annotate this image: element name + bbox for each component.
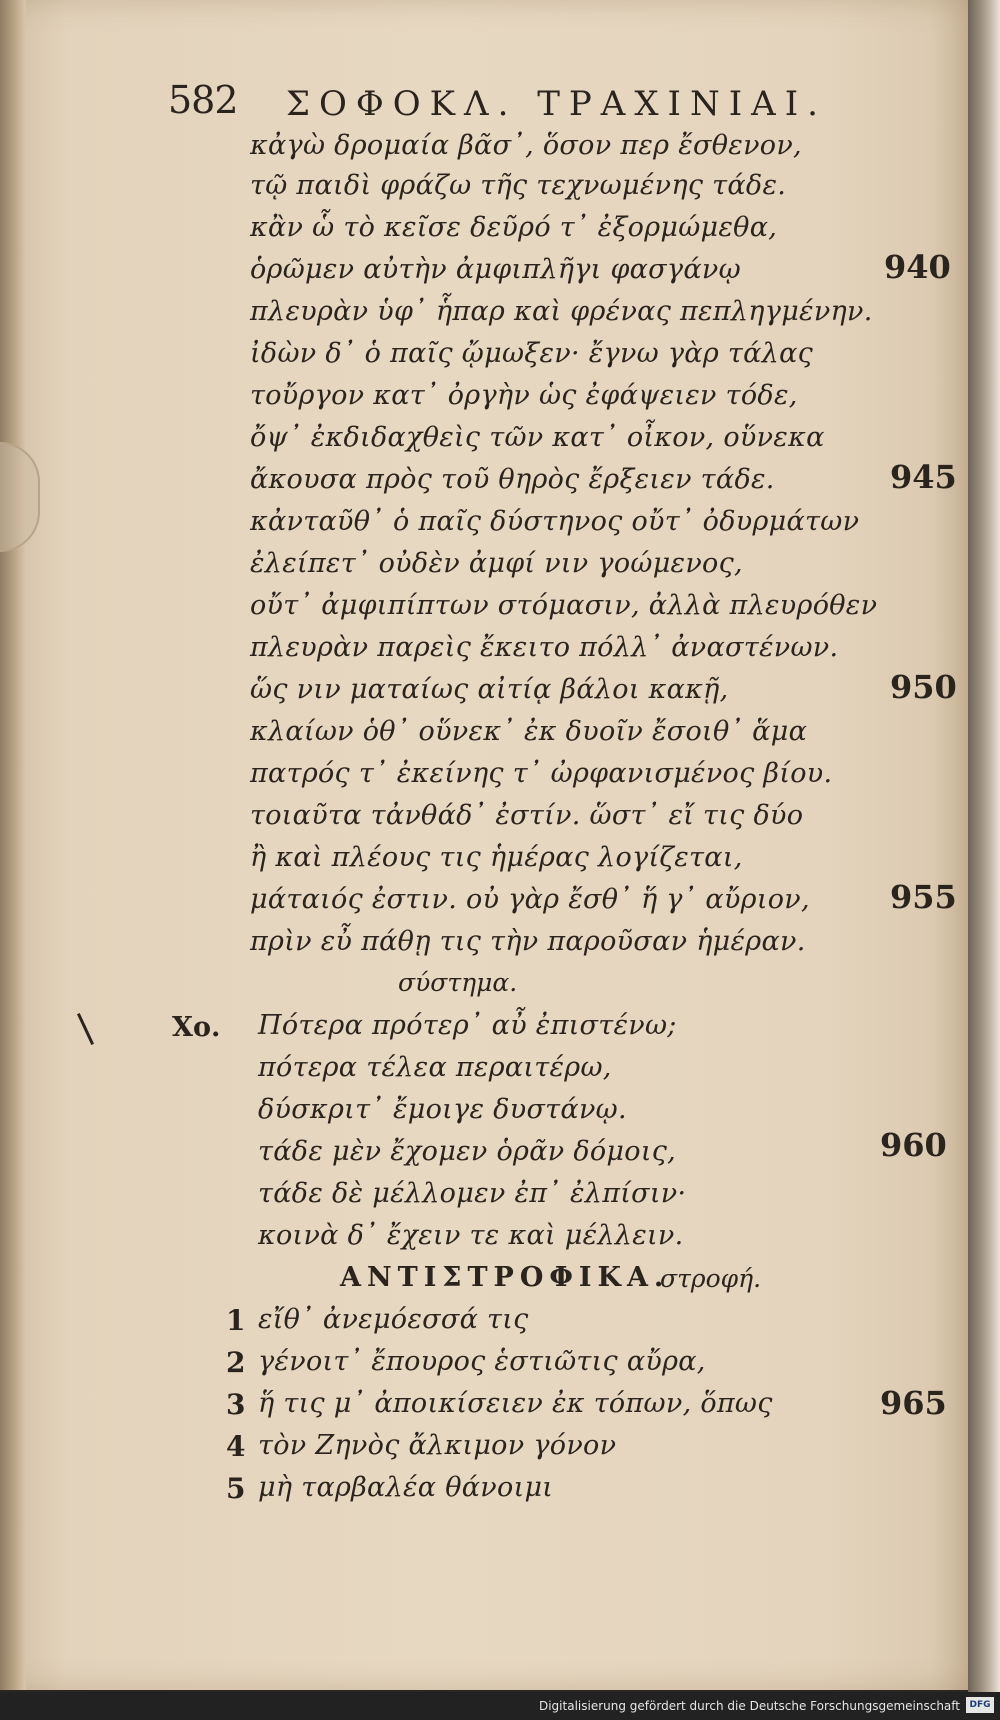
section-subheading-strophe: στροφή. bbox=[660, 1264, 762, 1293]
text-line: ἄκουσα πρὸς τοῦ θηρὸς ἔρξειεν τάδε. bbox=[250, 464, 775, 495]
section-heading-antistrophika: ΑΝΤΙΣΤΡΟΦΙΚΑ. bbox=[340, 1262, 670, 1293]
text-line: ἢ καὶ πλέους τις ἡμέρας λογίζεται, bbox=[250, 842, 743, 873]
text-line: οὔτ᾽ ἀμφιπίπτων στόμασιν, ἀλλὰ πλευρόθεν bbox=[250, 590, 878, 621]
line-number: 940 bbox=[884, 248, 951, 286]
text-line: πατρός τ᾽ ἐκείνης τ᾽ ὠρφανισμένος βίου. bbox=[250, 758, 833, 789]
line-number: 955 bbox=[890, 878, 957, 916]
text-line: ἰδὼν δ᾽ ὁ παῖς ᾤμωξεν· ἔγνω γὰρ τάλας bbox=[250, 338, 814, 369]
page-number: 582 bbox=[168, 78, 238, 122]
strophe-line-number: 3 bbox=[226, 1388, 246, 1421]
strophe-line: ἥ τις μ᾽ ἀποικίσειεν ἐκ τόπων, ὅπως bbox=[258, 1388, 773, 1419]
strophe-line-number: 2 bbox=[226, 1346, 246, 1379]
line-number: 950 bbox=[890, 668, 957, 706]
text-line: ἐλείπετ᾽ οὐδὲν ἀμφί νιν γοώμενος, bbox=[250, 548, 743, 579]
text-line: κἂν ὧ τὸ κεῖσε δεῦρό τ᾽ ἐξορμώμεθα, bbox=[250, 212, 778, 243]
dfg-logo-icon: DFG bbox=[966, 1697, 994, 1713]
strophe-line-number: 4 bbox=[226, 1430, 246, 1463]
text-line: τοιαῦτα τἀνθάδ᾽ ἐστίν. ὥστ᾽ εἴ τις δύο bbox=[250, 800, 804, 831]
speaker-label: Χο. bbox=[172, 1012, 221, 1043]
chorus-line: Πότερα πρότερ᾽ αὖ ἐπιστένω; bbox=[258, 1010, 677, 1041]
text-line: τοὔργον κατ᾽ ὀργὴν ὡς ἐφάψειεν τόδε, bbox=[250, 380, 798, 411]
strophe-line-number: 1 bbox=[226, 1304, 246, 1337]
strophe-line: γένοιτ᾽ ἔπουρος ἑστιῶτις αὔρα, bbox=[258, 1346, 706, 1377]
text-line: μάταιός ἐστιν. οὐ γὰρ ἔσθ᾽ ἥ γ᾽ αὔριον, bbox=[250, 884, 810, 915]
chorus-line: πότερα τέλεα περαιτέρω, bbox=[258, 1052, 612, 1083]
strophe-line: μὴ ταρβαλέα θάνοιμι bbox=[258, 1472, 554, 1503]
text-line: πρὶν εὖ πάθῃ τις τὴν παροῦσαν ἡμέραν. bbox=[250, 926, 806, 957]
text-line: κἀγὼ δρομαία βᾶσ᾽, ὅσον περ ἔσθενον, bbox=[250, 130, 802, 161]
text-line: ὥς νιν ματαίως αἰτίᾳ βάλοι κακῇ, bbox=[250, 674, 729, 705]
strophe-line: τὸν Ζηνὸς ἄλκιμον γόνον bbox=[258, 1430, 617, 1461]
line-number: 965 bbox=[880, 1384, 947, 1422]
running-title: ΣΟΦΟΚΛ. ΤΡΑΧΙΝΙΑΙ. bbox=[286, 84, 827, 124]
text-line: κἀνταῦθ᾽ ὁ παῖς δύστηνος οὔτ᾽ ὀδυρμάτων bbox=[250, 506, 860, 537]
text-line: κλαίων ὁθ᾽ οὕνεκ᾽ ἐκ δυοῖν ἔσοιθ᾽ ἅμα bbox=[250, 716, 808, 747]
text-line: πλευρὰν παρεὶς ἔκειτο πόλλ᾽ ἀναστένων. bbox=[250, 632, 839, 663]
strophe-line-number: 5 bbox=[226, 1472, 246, 1505]
chorus-line: δύσκριτ᾽ ἔμοιγε δυστάνῳ. bbox=[258, 1094, 627, 1125]
facing-page-edge bbox=[968, 0, 1000, 1720]
digitization-credit: Digitalisierung gefördert durch die Deutsche Forschungsgemeinschaft bbox=[538, 1699, 960, 1713]
strophe-line: εἴθ᾽ ἀνεμόεσσά τις bbox=[258, 1304, 529, 1335]
chorus-line: κοινὰ δ᾽ ἔχειν τε καὶ μέλλειν. bbox=[258, 1220, 684, 1251]
chorus-line: τάδε δὲ μέλλομεν ἐπ᾽ ἐλπίσιν· bbox=[258, 1178, 687, 1209]
chorus-line: τάδε μὲν ἔχομεν ὁρᾶν δόμοις, bbox=[258, 1136, 677, 1167]
line-number: 945 bbox=[890, 458, 957, 496]
text-line: ὄψ᾽ ἐκδιδαχθεὶς τῶν κατ᾽ οἶκον, οὕνεκα bbox=[250, 422, 825, 453]
margin-stroke bbox=[77, 1013, 94, 1045]
page-header bbox=[168, 78, 848, 126]
page-gutter bbox=[0, 0, 26, 1690]
line-number: 960 bbox=[880, 1126, 947, 1164]
text-line: τῷ παιδὶ φράζω τῆς τεχνωμένης τάδε. bbox=[250, 170, 787, 201]
section-label-systema: σύστημα. bbox=[398, 968, 518, 997]
text-line: πλευρὰν ὑφ᾽ ἧπαρ καὶ φρένας πεπληγμένην. bbox=[250, 296, 873, 327]
text-line: ὁρῶμεν αὐτὴν ἀμφιπλῆγι φασγάνῳ bbox=[250, 254, 741, 285]
page-tab-shadow bbox=[0, 442, 40, 552]
